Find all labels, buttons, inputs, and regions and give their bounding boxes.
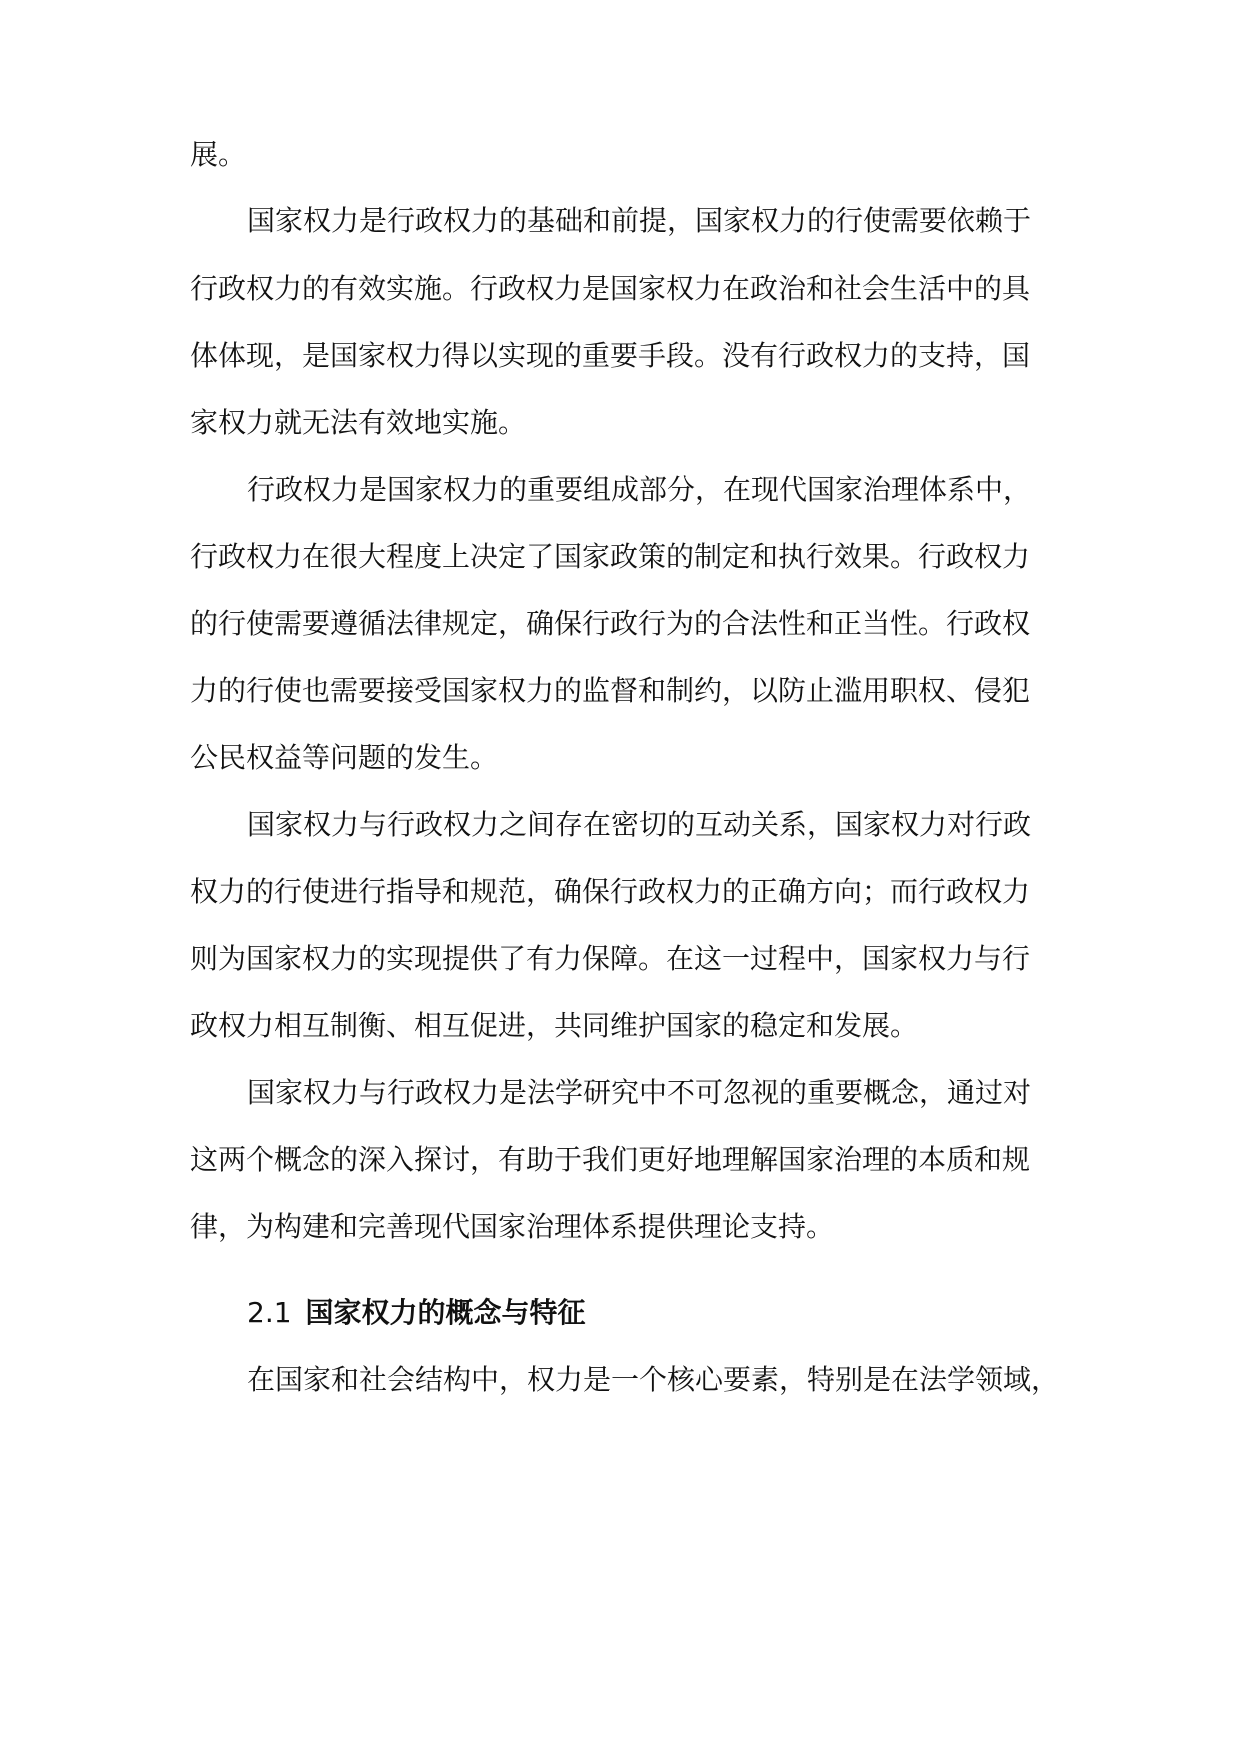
section-number: 2.1 (247, 1296, 292, 1329)
text-line: 家权力就无法有效地实施。 (190, 406, 527, 439)
text-line: 的行使需要遵循法律规定，确保行政行为的合法性和正当性。行政权 (190, 607, 1031, 640)
section-title: 国家权力的概念与特征 (305, 1296, 586, 1329)
text-line: 力的行使也需要接受国家权力的监督和制约，以防止滥用职权、侵犯 (190, 674, 1031, 707)
text-line: 国家权力是行政权力的基础和前提，国家权力的行使需要依赖于 (247, 204, 1032, 237)
text-line: 在国家和社会结构中，权力是一个核心要素，特别是在法学领域， (247, 1363, 1060, 1396)
text-line: 展。 (190, 138, 247, 171)
text-line: 这两个概念的深入探讨，有助于我们更好地理解国家治理的本质和规 (190, 1143, 1031, 1176)
text-line: 政权力相互制衡、相互促进，共同维护国家的稳定和发展。 (190, 1009, 919, 1042)
text-line: 公民权益等问题的发生。 (190, 741, 499, 774)
text-line: 权力的行使进行指导和规范，确保行政权力的正确方向；而行政权力 (190, 875, 1031, 908)
text-line: 行政权力在很大程度上决定了国家政策的制定和执行效果。行政权力 (190, 540, 1031, 573)
text-line: 行政权力是国家权力的重要组成部分，在现代国家治理体系中， (247, 473, 1032, 506)
section-heading (247, 1289, 1047, 1337)
text-line: 国家权力与行政权力之间存在密切的互动关系，国家权力对行政 (247, 808, 1032, 841)
text-line: 体体现，是国家权力得以实现的重要手段。没有行政权力的支持，国 (190, 339, 1031, 372)
text-line: 则为国家权力的实现提供了有力保障。在这一过程中，国家权力与行 (190, 942, 1031, 975)
text-line: 国家权力与行政权力是法学研究中不可忽视的重要概念，通过对 (247, 1076, 1032, 1109)
text-line: 行政权力的有效实施。行政权力是国家权力在政治和社会生活中的具 (190, 272, 1031, 305)
text-line: 律，为构建和完善现代国家治理体系提供理论支持。 (190, 1210, 835, 1243)
